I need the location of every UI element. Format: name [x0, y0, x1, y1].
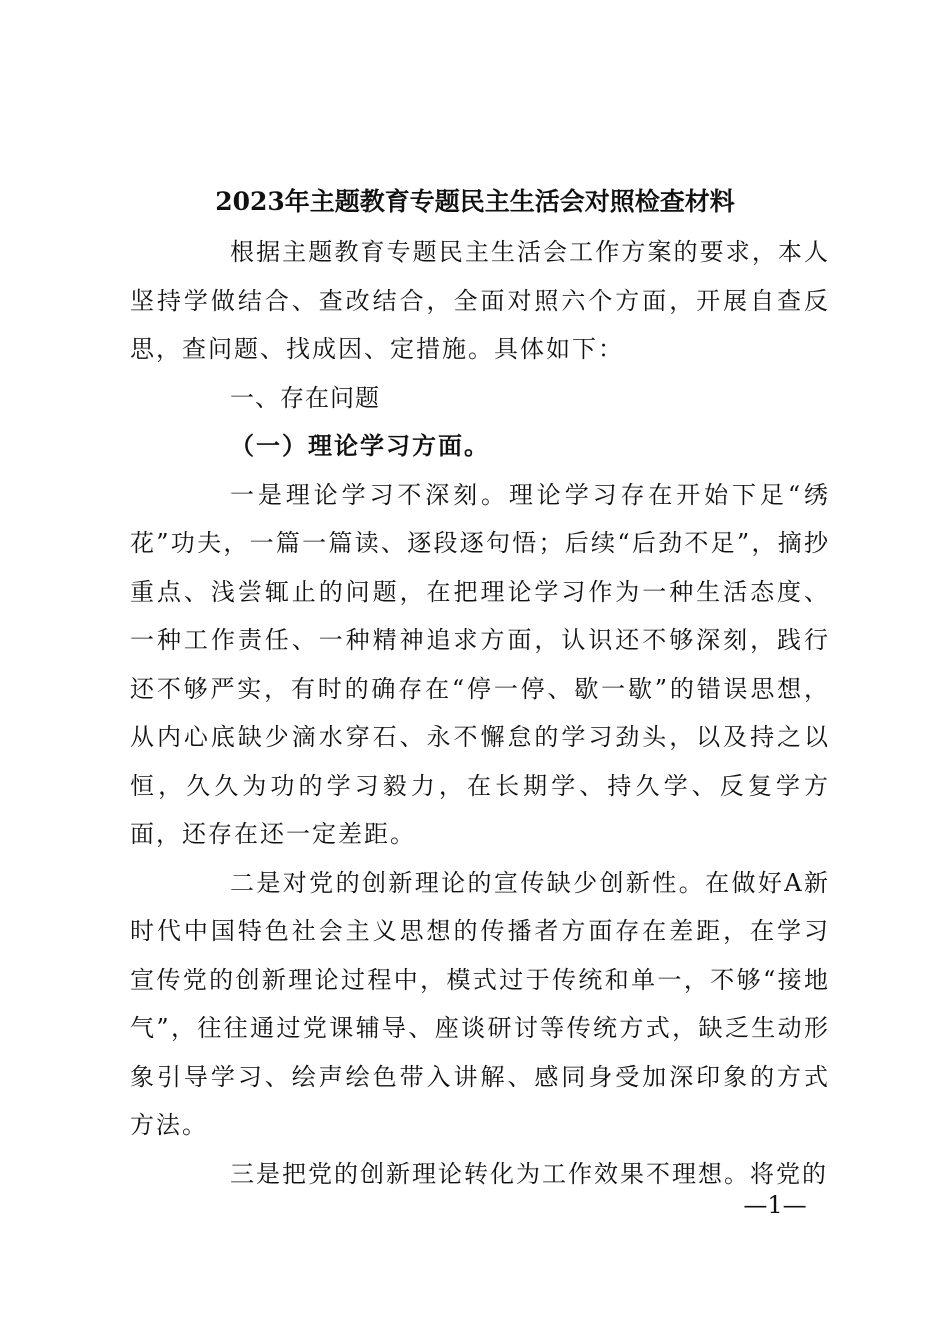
page-number: —1—: [743, 1191, 807, 1219]
paragraph-one: 一是理论学习不深刻。理论学习存在开始下足“绣花”功夫，一篇一篇读、逐段逐句悟；后续“后劲不足”，摘抄重点、浅尝辄止的问题，在把理论学习作为一种生活态度、一种工作责任、一种精神追求方面，认识还不够深刻，践行还不够严实，有时的确存在“停一停、歇一歇”的错误思想，从内心底缺少滴水穿石、永不懈怠的学习劲头，以及持之以恒，久久为功的学习毅力，在长期学、持久学、反复学方面，还存在还一定差距。: [130, 480, 830, 848]
subsection-heading-theory-study: （一）理论学习方面。: [230, 431, 490, 460]
document-title: 2023年主题教育专题民主生活会对照检查材料: [215, 187, 735, 216]
paragraph-three: 三是把党的创新理论转化为工作效果不理想。将党的: [230, 1159, 828, 1188]
document-body: [130, 228, 830, 1198]
paragraph-two: 二是对党的创新理论的宣传缺少创新性。在做好A新时代中国特色社会主义思想的传播者方面存在差距，在学习宣传党的创新理论过程中，模式过于传统和单一，不够“接地气”，往往通过党课辅导、座谈研讨等传统方式，缺乏生动形象引导学习、绘声绘色带入讲解、感同身受加深印象的方式方法。: [130, 868, 830, 1139]
intro-paragraph: 根据主题教育专题民主生活会工作方案的要求，本人坚持学做结合、查改结合，全面对照六个方面，开展自查反思，查问题、找成因、定措施。具体如下：: [130, 238, 830, 363]
section-heading-problems: 一、存在问题: [230, 383, 380, 412]
